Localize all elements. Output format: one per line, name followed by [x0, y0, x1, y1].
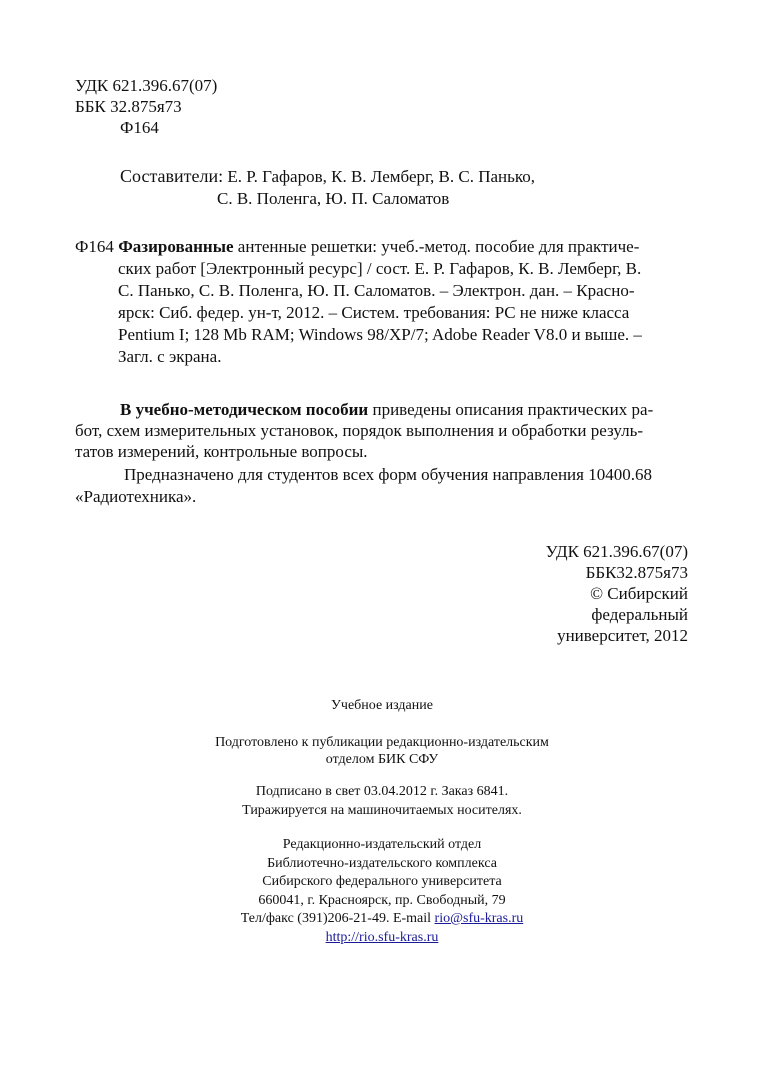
copyright-line-3: университет, 2012	[557, 626, 688, 645]
bib-line-5: Pentium I; 128 Mb RAM; Windows 98/XP/7; Adobe Reader V8.0 и выше. –	[118, 325, 642, 344]
abstract-bold: В учебно-методическом пособии	[120, 400, 369, 419]
udk-header: УДК 621.396.67(07)	[75, 76, 218, 95]
compilers-label: Составители:	[120, 166, 224, 186]
bbk-header: ББК 32.875я73	[75, 97, 182, 116]
compilers-line-1	[120, 166, 535, 187]
compilers-names-2: С. В. Поленга, Ю. П. Саломатов	[217, 189, 450, 208]
imprint-replicated: Тиражируется на машиночитаемых носителях.	[242, 803, 522, 818]
abstract-line-4: Предназначено для студентов всех форм обучения направления 10400.68	[124, 465, 652, 484]
abstract-line-1	[120, 400, 653, 420]
imprint-university: Сибирского федерального университета	[262, 874, 502, 889]
bib-line-4: ярск: Сиб. федер. ун-т, 2012. – Систем. требования: PC не ниже класса	[118, 303, 630, 322]
imprint-url-line	[0, 929, 764, 947]
bib-code: Ф164	[75, 237, 114, 256]
imprint-address: 660041, г. Красноярск, пр. Свободный, 79	[258, 893, 506, 908]
compilers-names-1: Е. Р. Гафаров, К. В. Лемберг, В. С. Панько,	[227, 167, 536, 186]
abstract-line-3: татов измерений, контрольные вопросы.	[75, 442, 368, 461]
copyright-udk: УДК 621.396.67(07)	[545, 542, 688, 561]
bib-line-1-rest: антенные решетки: учеб.-метод. пособие для практиче-	[237, 237, 640, 256]
imprint-contact-line	[0, 910, 764, 928]
imprint-complex: Библиотечно-издательского комплекса	[267, 856, 497, 871]
email-link[interactable]: rio@sfu-kras.ru	[434, 911, 524, 926]
bib-line-3: С. Панько, С. В. Поленга, Ю. П. Саломатов. – Электрон. дан. – Красно-	[118, 281, 635, 300]
bib-title: Фазированные	[118, 237, 234, 256]
copyright-line-1: © Сибирский	[590, 584, 688, 603]
abstract-line-2: бот, схем измерительных установок, порядок выполнения и обработки резуль-	[75, 421, 644, 440]
imprint-prepared-1: Подготовлено к публикации редакционно-издательским	[215, 735, 549, 750]
imprint-phone: Тел/факс (391)206-21-49. E-mail	[240, 911, 432, 926]
abstract-line-5: «Радиотехника».	[75, 487, 197, 506]
imprint-dept: Редакционно-издательский отдел	[282, 837, 482, 852]
website-link[interactable]: http://rio.sfu-kras.ru	[325, 930, 439, 945]
imprint-prepared-2: отделом БИК СФУ	[325, 752, 439, 767]
imprint-edition: Учебное издание	[331, 698, 433, 713]
copyright-bbk: ББК32.875я73	[585, 563, 688, 582]
copyright-line-2: федеральный	[591, 605, 688, 624]
imprint-signed: Подписано в свет 03.04.2012 г. Заказ 6841.	[255, 784, 509, 799]
bib-line-2: ских работ [Электронный ресурс] / сост. Е. Р. Гафаров, К. В. Лемберг, В.	[118, 259, 642, 278]
abstract-line-1-rest: приведены описания практических ра-	[372, 400, 654, 419]
bib-line-1	[75, 237, 639, 257]
author-code: Ф164	[120, 118, 159, 137]
bib-line-6: Загл. с экрана.	[118, 347, 222, 366]
